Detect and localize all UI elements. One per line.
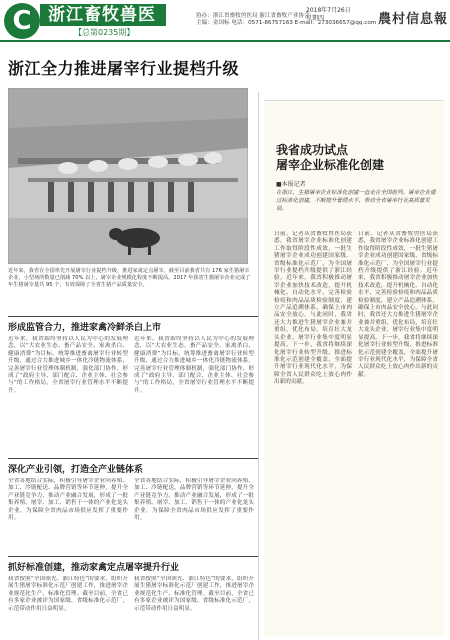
section-2-col-2: 全省各地结合实际，积极引导屠宰企业向养殖、加工、冷链配送、品牌营销等环节延伸，提升全产业链竞争力，推动产业融合发展，形成了一批集养殖、屠宰、加工、销售于一体的产业化龙头企业，为保障全省肉品市场供应发挥了重要作用。	[134, 478, 254, 522]
sidebar-title-line-2: 屠宰企业标准化创建	[276, 158, 385, 172]
section-title: 浙江畜牧兽医	[40, 4, 166, 26]
sidebar-title-line-1: 我省成功试点	[276, 143, 349, 157]
lead-photo	[8, 88, 248, 264]
section-3-col-1: 我省按照“全国领先、浙江特色”的要求，组织开展生猪屠宰标准化示范厂创建工作，推进屠宰企业规范化生产、标准化管理。截至目前，全省已有多家企业被评为国家级、省级标准化示范厂，示范带动作用日益明显。	[8, 576, 128, 612]
section-heading-1: 形成监管合力，推进家禽冷鲜杀白上市	[8, 323, 162, 333]
issue-number: 【总第0235期】	[74, 28, 135, 37]
meta-line-2: 主编：金国标 电话：0571-86757163 E-mail：273036657@qq.com	[196, 20, 377, 26]
sidebar-article	[264, 100, 444, 636]
section-badge: C	[4, 3, 40, 39]
sidebar-title	[276, 143, 384, 173]
section-heading-2: 深化产业引领，打造全产业链体系	[8, 465, 144, 475]
sidebar-author: ■本报记者	[276, 181, 306, 188]
masthead	[0, 0, 450, 42]
newspaper-logo: 農村信息報	[378, 12, 449, 27]
weekday-line: 星期四	[306, 15, 325, 22]
sidebar-col-1: 日前，记者从省畜牧兽医局获悉，我省屠宰企业标准化创建工作取得阶段性成效，一批生猪屠宰企业成功创建国家级、省级标准化示范厂，为全国屠宰行业提档升级提供了浙江经验。近年来，我省积极推动屠宰企业加快技术改造，提升机械化、自动化水平，完善检验检疫和肉品品质检验制度，建立产品追溯体系，确保上市肉品安全放心。与此同时，我省还大力推进生猪屠宰企业兼并重组，优化布局，培育壮大龙头企业，屠宰行业集中度明显提高。下一步，我省将继续深化屠宰行业转型升级，推进标准化示范创建全覆盖，全面提升屠宰行业现代化水平，为保障全省人民群众吃上放心肉作出新的贡献。	[274, 231, 352, 386]
meta-line-1: 协办：浙江省畜牧兽医局 浙江省畜牧产业协会	[196, 13, 310, 19]
section-1-col-1: 近年来，我省始终坚持以人民为中心的发展理念，以“大农业生态、畜产品安全、家禽杀白、健康消费”为目标，统筹推进畜禽屠宰行业转型升级，通过合力推进城乡一体化冷链物流体系，完善屠宰行业管理体制机制，强化部门协作，形成了“政府主导、部门配合、企业主体、社会参与”的工作格局，全省屠宰行业管理水平不断提升。	[8, 336, 128, 394]
masthead-date	[306, 7, 351, 23]
photo-caption: 近年来，我省在全国率先开展屠宰行业提档升级，推进家禽定点屠宰，截至目前我省共有 176 家生猪屠宰企业，小型场所数量已削减 70% 以上，屠宰企业规模化程度不断提高。2017 年我省生猪屠宰企业完成了年生猪屠宰量共 95 个，有效保障了全省生猪产品质量安全。	[8, 268, 251, 288]
section-2-col-1: 全省各地结合实际，积极引导屠宰企业向养殖、加工、冷链配送、品牌营销等环节延伸，提升全产业链竞争力，推动产业融合发展，形成了一批集养殖、屠宰、加工、销售于一体的产业化龙头企业，为保障全省肉品市场供应发挥了重要作用。	[8, 478, 128, 522]
sidebar-lead: 在浙江，生猪屠宰企业标准化创建一直走在全国前列。屠宰企业通过标准化创建，不断提升管理水平，带动全省屠宰行业高质量发展。	[276, 190, 436, 212]
section-rule	[8, 316, 258, 317]
section-rule	[8, 556, 258, 557]
column-divider	[258, 92, 259, 640]
page-headline: 浙江全力推进屠宰行业提档升级	[8, 59, 240, 78]
section-3-col-2: 我省按照“全国领先、浙江特色”的要求，组织开展生猪屠宰标准化示范厂创建工作，推进屠宰企业规范化生产、标准化管理。截至目前，全省已有多家企业被评为国家级、省级标准化示范厂，示范带动作用日益明显。	[134, 576, 254, 612]
section-rule	[8, 458, 258, 459]
section-heading-3: 抓好标准创建，推动家禽定点屠宰提升行业	[8, 563, 180, 573]
date-line: 2018年7月26日	[306, 7, 351, 14]
sidebar-col-2: 日前，记者从省畜牧兽医局获悉，我省屠宰企业标准化创建工作取得阶段性成效，一批生猪屠宰企业成功创建国家级、省级标准化示范厂，为全国屠宰行业提档升级提供了浙江经验。近年来，我省积极推动屠宰企业加快技术改造，提升机械化、自动化水平，完善检验检疫和肉品品质检验制度，建立产品追溯体系，确保上市肉品安全放心。与此同时，我省还大力推进生猪屠宰企业兼并重组，优化布局，培育壮大龙头企业，屠宰行业集中度明显提高。下一步，我省将继续深化屠宰行业转型升级，推进标准化示范创建全覆盖，全面提升屠宰行业现代化水平，为保障全省人民群众吃上放心肉作出新的贡献。	[358, 231, 438, 378]
slaughterhouse-photo-illustration	[8, 88, 248, 264]
section-1-col-2: 近年来，我省始终坚持以人民为中心的发展理念，以“大农业生态、畜产品安全、家禽杀白、健康消费”为目标，统筹推进畜禽屠宰行业转型升级，通过合力推进城乡一体化冷链物流体系，完善屠宰行业管理体制机制，强化部门协作，形成了“政府主导、部门配合、企业主体、社会参与”的工作格局，全省屠宰行业管理水平不断提升。	[134, 336, 254, 394]
